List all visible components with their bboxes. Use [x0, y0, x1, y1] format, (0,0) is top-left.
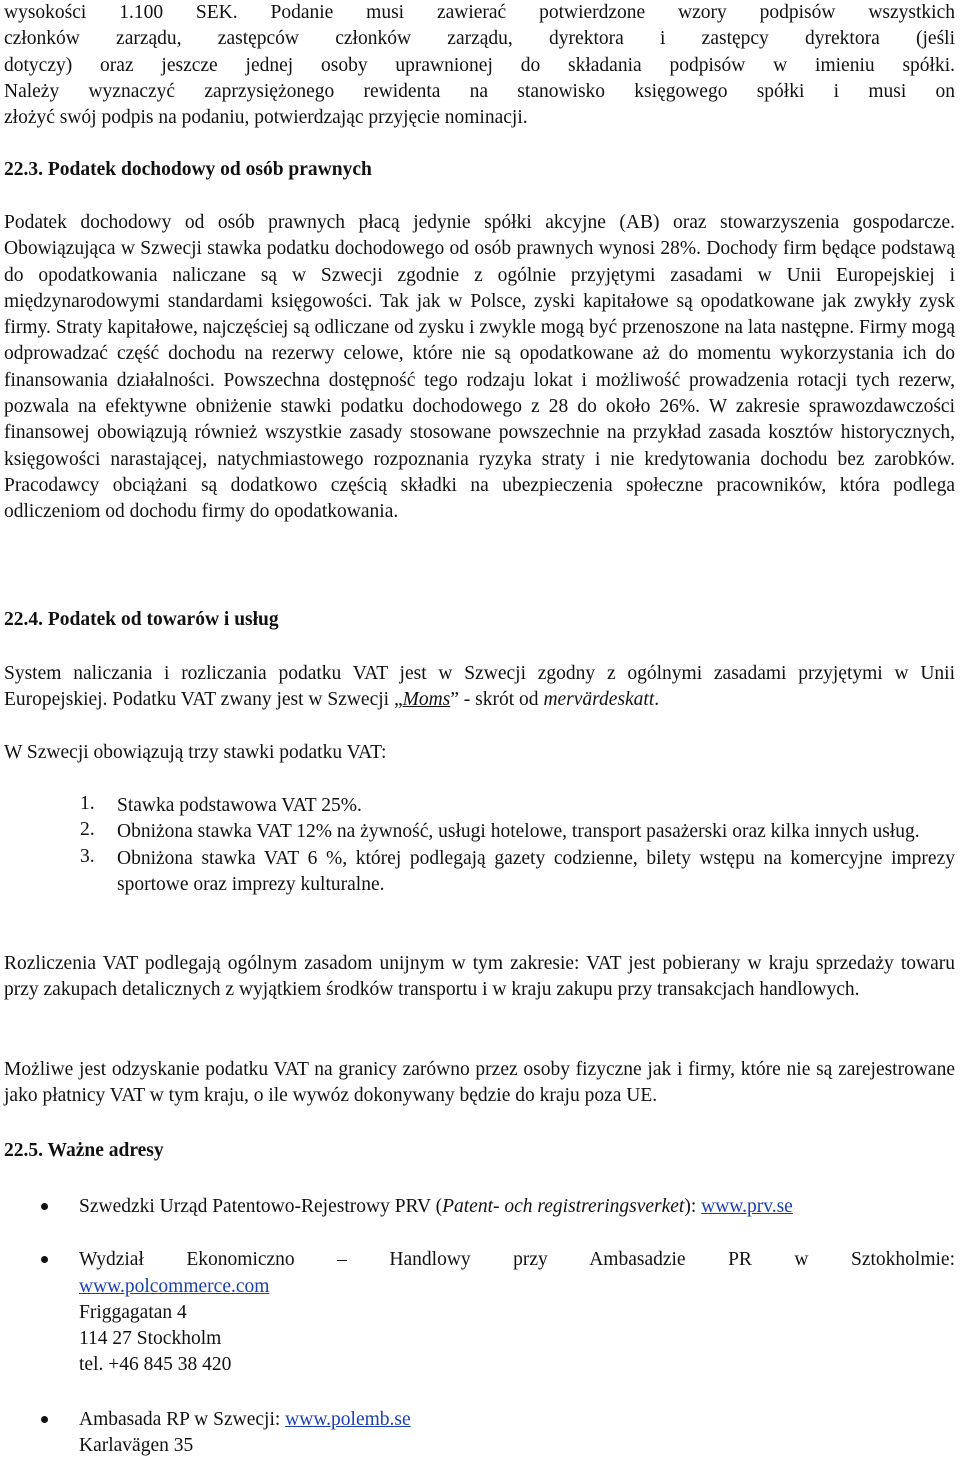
polcommerce-city: 114 27 Stockholm — [79, 1328, 222, 1350]
prv-swedish-name: Patent- och registreringsverket — [442, 1196, 685, 1217]
vat-rate-item — [4, 819, 955, 845]
addresses-list — [4, 1194, 955, 1459]
bullet-icon — [41, 1416, 48, 1423]
vat-intro-paragraph — [4, 661, 955, 714]
vat-settlement-paragraph: Rozliczenia VAT podlegają ogólnym zasadom unijnym w tym zakresie: VAT jest pobierany w kraju sprzedaży towaru przy zakupach detalicznych z wyjątkiem środków transportu i w kraju zakupu przy transakcjach handlowych. — [4, 953, 955, 1001]
vat-rate-text: Obniżona stawka VAT 12% na żywność, usługi hotelowe, transport pasażerski oraz kilka innych usług. — [117, 821, 920, 843]
section-heading-22-5: 22.5. Ważne adresy — [4, 1140, 164, 1161]
embassy-street: Karlavägen 35 — [79, 1435, 194, 1457]
mervardeskatt-term: mervärdeskatt — [543, 689, 655, 711]
address-item-embassy — [4, 1407, 955, 1460]
prv-name: Szwedzki Urząd Patentowo-Rejestrowy PRV ( — [79, 1196, 443, 1217]
vat-rate-number: 3. — [80, 845, 95, 867]
vat-refund-paragraph: Możliwe jest odzyskanie podatku VAT na granicy zarówno przez osoby fizyczne jak i firmy, które nie są zarejestrowane jako płatnicy VAT w tym kraju, o ile wywóz dokonywany będzie do kraju poza UE. — [4, 1059, 955, 1107]
intro-line-5: złożyć swój podpis na podaniu, potwierdzając przyjęcie nominacji. — [4, 107, 528, 129]
vat-rate-number: 2. — [80, 819, 95, 841]
moms-term: Moms — [402, 689, 451, 711]
vat-rate-text: Stawka podstawowa VAT 25%. — [117, 795, 362, 816]
section-heading-22-4: 22.4. Podatek od towarów i usług — [4, 609, 279, 630]
section-22-3-body: Podatek dochodowy od osób prawnych płacą jedynie spółki akcyjne (AB) oraz stowarzyszenia gospodarcze. Obowiązująca w Szwecji stawka podatku dochodowego od osób prawnych wynosi 28%. Dochody firm będące podstawą do opodatkowania naliczane są w Szwecji zgodnie z ogólnie przyjętymi zasadami w Unii Europejskiej i międzynarodowymi standardami księgowości. Tak jak w Polsce, zyski kapitałowe są opodatkowane jak zwykły zysk firmy. Straty kapitałowe, najczęściej są odliczane od zysku i zwykle mogą być przenoszone na lata następne. Firmy mogą odprowadzać część dochodu na rezerwy celowe, które nie są opodatkowane aż do momentu wykorzystania ich do finansowania działalności. Powszechna dostępność tego rodzaju lokat i możliwość prowadzenia rotacji tych rezerw, pozwala na efektywne obniżenie stawki podatku dochodowego z 28 do około 26%. W zakresie sprawozdawczości finansowej obowiązują również wszystkie zasady stosowane powszechnie na przykład zasada kosztów historycznych, księgowości narastającej, natychmiastowego rozpoznania ryzyka straty i nie kredytowania dochodu bez zarobków. Pracodawcy obciążani są dodatkowo częścią składki na ubezpieczenia społeczne pracowników, która podlega odliczeniom od dochodu firmy do opodatkowania. — [4, 212, 955, 523]
embassy-link[interactable]: www.polemb.se — [285, 1408, 411, 1430]
vat-rates-list — [4, 793, 955, 898]
vat-rate-item — [4, 846, 955, 899]
address-text — [79, 1407, 955, 1460]
polcommerce-link[interactable]: www.polcommerce.com — [79, 1275, 270, 1297]
embassy-name: Ambasada RP w Szwecji: — [79, 1408, 286, 1430]
intro-line-2: członków zarządu, zastępców członków zarządu, dyrektora i zastępcy dyrektora (jeśli — [4, 28, 955, 50]
vat-rates-intro: W Szwecji obowiązują trzy stawki podatku VAT: — [4, 742, 387, 763]
intro-line-1: wysokości 1.100 SEK. Podanie musi zawierać potwierdzone wzory podpisów wszystkich — [4, 2, 955, 23]
polcommerce-title: Wydział Ekonomiczno – Handlowy przy Ambasadzie PR w Sztokholmie: — [79, 1249, 955, 1271]
prv-colon: ): — [684, 1196, 702, 1217]
address-item-polcommerce — [4, 1247, 955, 1378]
vat-rate-text: Obniżona stawka VAT 6 %, której podlegają gazety codzienne, bilety wstępu na komercyjne imprezy sportowe oraz imprezy kulturalne. — [117, 847, 955, 895]
vat-intro-text-c: . — [654, 689, 660, 711]
vat-intro-text-a: System naliczania i rozliczania podatku VAT jest w Szwecji zgodny z ogólnymi zasadami przyjętymi w Unii Europejskiej. Podatku VAT zwany jest w Szwecji „ — [4, 663, 955, 711]
intro-line-4: Należy wyznaczyć zaprzysiężonego rewidenta na stanowisko księgowego spółki i musi on — [4, 80, 955, 102]
polcommerce-phone: tel. +46 845 38 420 — [79, 1354, 232, 1376]
polcommerce-street: Friggagatan 4 — [79, 1301, 187, 1323]
vat-intro-text-b: ” - skrót od — [450, 689, 544, 711]
bullet-icon — [41, 1203, 48, 1210]
intro-paragraph — [4, 0, 955, 131]
address-item-prv — [4, 1194, 955, 1220]
intro-line-3: dotyczy) oraz jeszcze jednej osoby uprawnionej do składania podpisów w imieniu spółki. — [4, 54, 955, 76]
section-heading-22-3: 22.3. Podatek dochodowy od osób prawnych — [4, 159, 372, 180]
vat-rate-number: 1. — [80, 793, 95, 814]
address-text — [79, 1247, 955, 1378]
prv-link[interactable]: www.prv.se — [701, 1196, 793, 1217]
vat-rate-item — [4, 793, 955, 819]
address-text — [79, 1194, 955, 1220]
bullet-icon — [41, 1256, 48, 1263]
